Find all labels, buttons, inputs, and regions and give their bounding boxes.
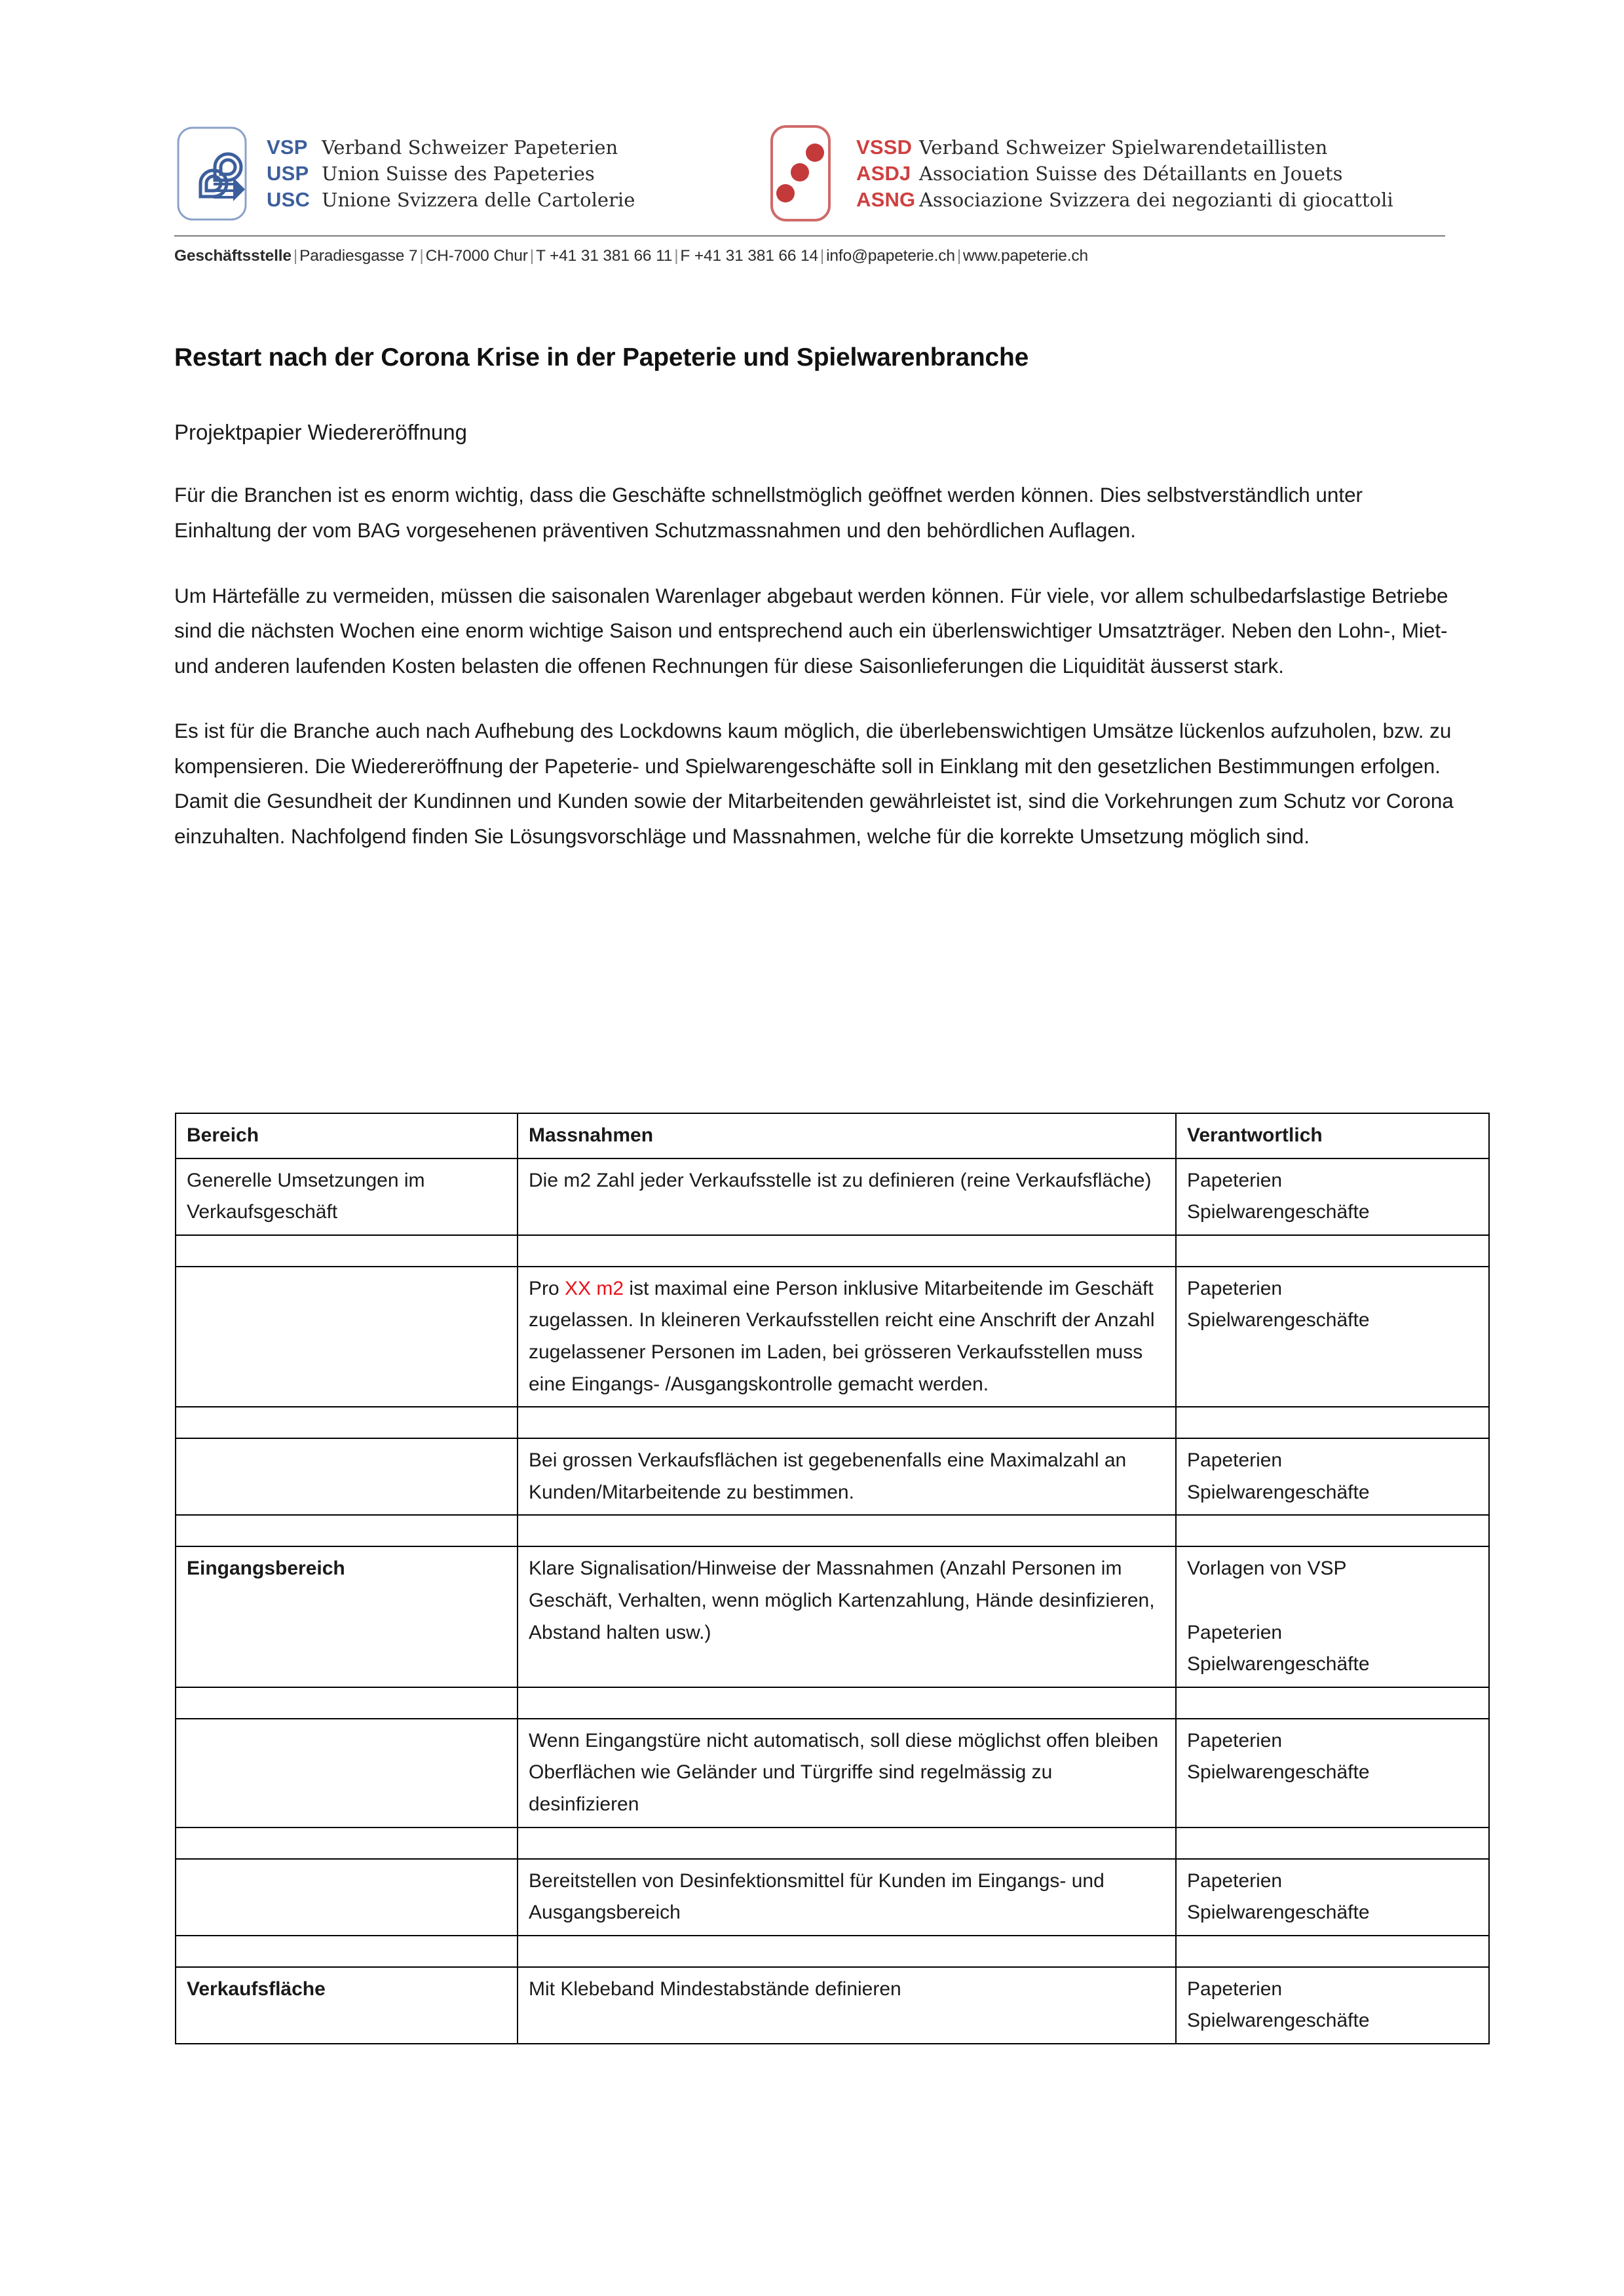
- separator: |: [293, 247, 298, 265]
- page-title: Restart nach der Corona Krise in der Papeterie und Spielwarenbranche: [174, 343, 1029, 372]
- cell-massnahmen: Die m2 Zahl jeder Verkaufsstelle ist zu definieren (reine Verkaufsfläche): [518, 1158, 1176, 1235]
- logo-line: [267, 187, 635, 213]
- spacer-cell: [1176, 1827, 1489, 1859]
- highlight-placeholder: XX m2: [565, 1277, 624, 1299]
- spacer-cell: [518, 1407, 1176, 1438]
- logo-line: [267, 161, 635, 187]
- spacer-cell: [518, 1235, 1176, 1267]
- cell-verantwortlich: [1176, 1267, 1489, 1407]
- cell-verantwortlich: [1176, 1859, 1489, 1936]
- logo-abbr: USP: [267, 161, 309, 185]
- spacer-cell: [176, 1827, 518, 1859]
- cell-massnahmen: [518, 1267, 1176, 1407]
- column-header-bereich: Bereich: [176, 1113, 518, 1158]
- cell-bereich: Eingangsbereich: [176, 1546, 518, 1687]
- document-body: [174, 341, 1458, 854]
- responsible-line: Spielwarengeschäfte: [1187, 1653, 1370, 1675]
- logo-abbr: VSSD: [856, 135, 913, 159]
- cell-bereich: [176, 1267, 518, 1407]
- logo-name: Union Suisse des Papeteries: [322, 162, 595, 185]
- separator: |: [419, 247, 424, 265]
- contact-line: [174, 247, 1445, 265]
- spacer-cell: [518, 1827, 1176, 1859]
- logo-abbr: ASDJ: [856, 161, 911, 185]
- table-spacer-row: [176, 1235, 1489, 1267]
- column-header-massnahmen: Massnahmen: [518, 1113, 1176, 1158]
- table-spacer-row: [176, 1936, 1489, 1967]
- contact-city: CH-7000 Chur: [425, 247, 528, 265]
- logo-abbr: ASNG: [856, 188, 916, 212]
- responsible-line: Papeterien: [1187, 1729, 1283, 1751]
- cell-verantwortlich: [1176, 1546, 1489, 1687]
- cell-verantwortlich: [1176, 1719, 1489, 1827]
- cell-bereich: [176, 1859, 518, 1936]
- logo-line: [856, 161, 1393, 187]
- responsible-line: Spielwarengeschäfte: [1187, 1481, 1370, 1503]
- cell-massnahmen: Wenn Eingangstüre nicht automatisch, soll diese möglichst offen bleiben Oberflächen wie Geländer und Türgriffe sind regelmässig zu desinfizieren: [518, 1719, 1176, 1827]
- separator: |: [820, 247, 825, 265]
- spacer-cell: [1176, 1515, 1489, 1546]
- table-row: [176, 1438, 1489, 1515]
- table-spacer-row: [176, 1687, 1489, 1719]
- logo-name: Associazione Svizzera dei negozianti di giocattoli: [919, 189, 1393, 212]
- responsible-line: Spielwarengeschäfte: [1187, 1902, 1370, 1924]
- spacer-cell: [176, 1235, 518, 1267]
- table-row: [176, 1967, 1489, 2044]
- table-row: [176, 1158, 1489, 1235]
- vssd-dice-logo-icon: [764, 121, 839, 226]
- logo-abbr: VSP: [267, 135, 308, 159]
- logo-row: [174, 121, 1445, 226]
- header-divider: [174, 235, 1445, 237]
- vssd-logo-lines: [856, 134, 1393, 214]
- vssd-logo-block: [764, 121, 1393, 226]
- letterhead-header: [174, 121, 1445, 265]
- cell-bereich: Generelle Umsetzungen im Verkaufsgeschäft: [176, 1158, 518, 1235]
- measure-text-pre: Pro: [529, 1277, 565, 1299]
- contact-address: Paradiesgasse 7: [299, 247, 418, 265]
- responsible-line: Spielwarengeschäfte: [1187, 1761, 1370, 1784]
- spacer-cell: [1176, 1687, 1489, 1719]
- logo-name: Verband Schweizer Spielwarendetaillisten: [919, 136, 1328, 159]
- logo-name: Unione Svizzera delle Cartolerie: [322, 189, 635, 212]
- spacer-cell: [518, 1936, 1176, 1967]
- spacer-cell: [1176, 1936, 1489, 1967]
- measures-table: [175, 1113, 1490, 2044]
- table-row: [176, 1267, 1489, 1407]
- table-row: [176, 1546, 1489, 1687]
- responsible-line: Papeterien: [1187, 1869, 1283, 1892]
- responsible-line: Papeterien: [1187, 1449, 1283, 1472]
- document-subtitle: Projektpapier Wiedereröffnung: [174, 419, 467, 444]
- table-spacer-row: [176, 1407, 1489, 1438]
- cell-massnahmen: Bei grossen Verkaufsflächen ist gegebenenfalls eine Maximalzahl an Kunden/Mitarbeitende zu bestimmen.: [518, 1438, 1176, 1515]
- separator: |: [529, 247, 534, 265]
- cell-bereich: Verkaufsfläche: [176, 1967, 518, 2044]
- cell-bereich: [176, 1719, 518, 1827]
- responsible-line: Papeterien: [1187, 1169, 1283, 1191]
- spacer-cell: [176, 1515, 518, 1546]
- contact-label: Geschäftsstelle: [174, 247, 292, 265]
- vsp-logo-block: [174, 121, 764, 226]
- logo-line: [267, 134, 635, 161]
- table-spacer-row: [176, 1515, 1489, 1546]
- table-header-row: [176, 1113, 1489, 1158]
- cell-massnahmen: Mit Klebeband Mindestabstände definieren: [518, 1967, 1176, 2044]
- vsp-pen-logo-icon: [174, 121, 250, 226]
- spacer-cell: [518, 1515, 1176, 1546]
- separator: |: [956, 247, 962, 265]
- logo-line: [856, 134, 1393, 161]
- spacer-cell: [176, 1407, 518, 1438]
- spacer-cell: [1176, 1407, 1489, 1438]
- responsible-line: Spielwarengeschäfte: [1187, 2010, 1370, 2032]
- logo-name: Association Suisse des Détaillants en Jouets: [919, 162, 1343, 185]
- measure-text-post: ist maximal eine Person inklusive Mitarbeitende im Geschäft zugelassen. In kleineren Verkaufsstellen reicht eine Anschrift der Anzahl zugelassener Personen im Laden, bei grösseren Verkaufsstellen muss eine Eingangs- /Ausgangskontrolle gemacht werden.: [529, 1277, 1155, 1395]
- measures-table-wrapper: [175, 1113, 1488, 2044]
- contact-fax: F +41 31 381 66 14: [680, 247, 818, 265]
- contact-phone: T +41 31 381 66 11: [535, 247, 673, 265]
- contact-web[interactable]: www.papeterie.ch: [963, 247, 1089, 265]
- logo-name: Verband Schweizer Papeterien: [322, 136, 618, 159]
- table-row: [176, 1719, 1489, 1827]
- responsible-gap: [1187, 1585, 1479, 1617]
- logo-abbr: USC: [267, 188, 311, 212]
- responsible-line: Spielwarengeschäfte: [1187, 1201, 1370, 1223]
- paragraph: Um Härtefälle zu vermeiden, müssen die saisonalen Warenlager abgebaut werden können. Für viele, vor allem schulbedarfslastige Betriebe sind die nächsten Wochen eine enorm wichtige Saison und entsprechend auch ein überlenswichtiger Umsatzträger. Neben den Lohn-, Miet- und anderen laufenden Kosten belasten die offenen Rechnungen für diese Saisonlieferungen die Liquidität äusserst stark.: [174, 583, 1448, 678]
- column-header-verantwortlich: Verantwortlich: [1176, 1113, 1489, 1158]
- table-row: [176, 1859, 1489, 1936]
- spacer-cell: [176, 1687, 518, 1719]
- table-spacer-row: [176, 1827, 1489, 1859]
- responsible-line: Vorlagen von VSP: [1187, 1558, 1347, 1580]
- vsp-logo-lines: [267, 134, 635, 214]
- cell-verantwortlich: [1176, 1967, 1489, 2044]
- logo-line: [856, 187, 1393, 213]
- cell-massnahmen: Klare Signalisation/Hinweise der Massnahmen (Anzahl Personen im Geschäft, Verhalten, wenn möglich Kartenzahlung, Hände desinfizieren, Abstand halten usw.): [518, 1546, 1176, 1687]
- paragraph: Es ist für die Branche auch nach Aufhebung des Lockdowns kaum möglich, die überlebenswichtigen Umsätze lückenlos aufzuholen, bzw. zu kompensieren. Die Wiedereröffnung der Papeterie- und Spielwarengeschäfte soll in Einklang mit den gesetzlichen Bestimmungen erfolgen. Damit die Gesundheit der Kundinnen und Kunden sowie der Mitarbeitenden gewährleistet ist, sind die Vorkehrungen zum Schutz vor Corona einzuhalten. Nachfolgend finden Sie Lösungsvorschläge und Massnahmen, welche für die korrekte Umsetzung möglich sind.: [174, 719, 1454, 848]
- responsible-line: Papeterien: [1187, 1978, 1283, 2000]
- spacer-cell: [1176, 1235, 1489, 1267]
- cell-verantwortlich: [1176, 1158, 1489, 1235]
- responsible-line: Papeterien: [1187, 1277, 1283, 1299]
- paragraph: Für die Branchen ist es enorm wichtig, dass die Geschäfte schnellstmöglich geöffnet werden können. Dies selbstverständlich unter Einhaltung der vom BAG vorgesehenen präventiven Schutzmassnahmen und den behördlichen Auflagen.: [174, 483, 1363, 543]
- responsible-line: Spielwarengeschäfte: [1187, 1309, 1370, 1331]
- cell-massnahmen: Bereitstellen von Desinfektionsmittel für Kunden im Eingangs- und Ausgangsbereich: [518, 1859, 1176, 1936]
- cell-bereich: [176, 1438, 518, 1515]
- responsible-line: Papeterien: [1187, 1621, 1283, 1643]
- cell-verantwortlich: [1176, 1438, 1489, 1515]
- separator: |: [674, 247, 679, 265]
- contact-email[interactable]: info@papeterie.ch: [826, 247, 955, 265]
- spacer-cell: [518, 1687, 1176, 1719]
- spacer-cell: [176, 1936, 518, 1967]
